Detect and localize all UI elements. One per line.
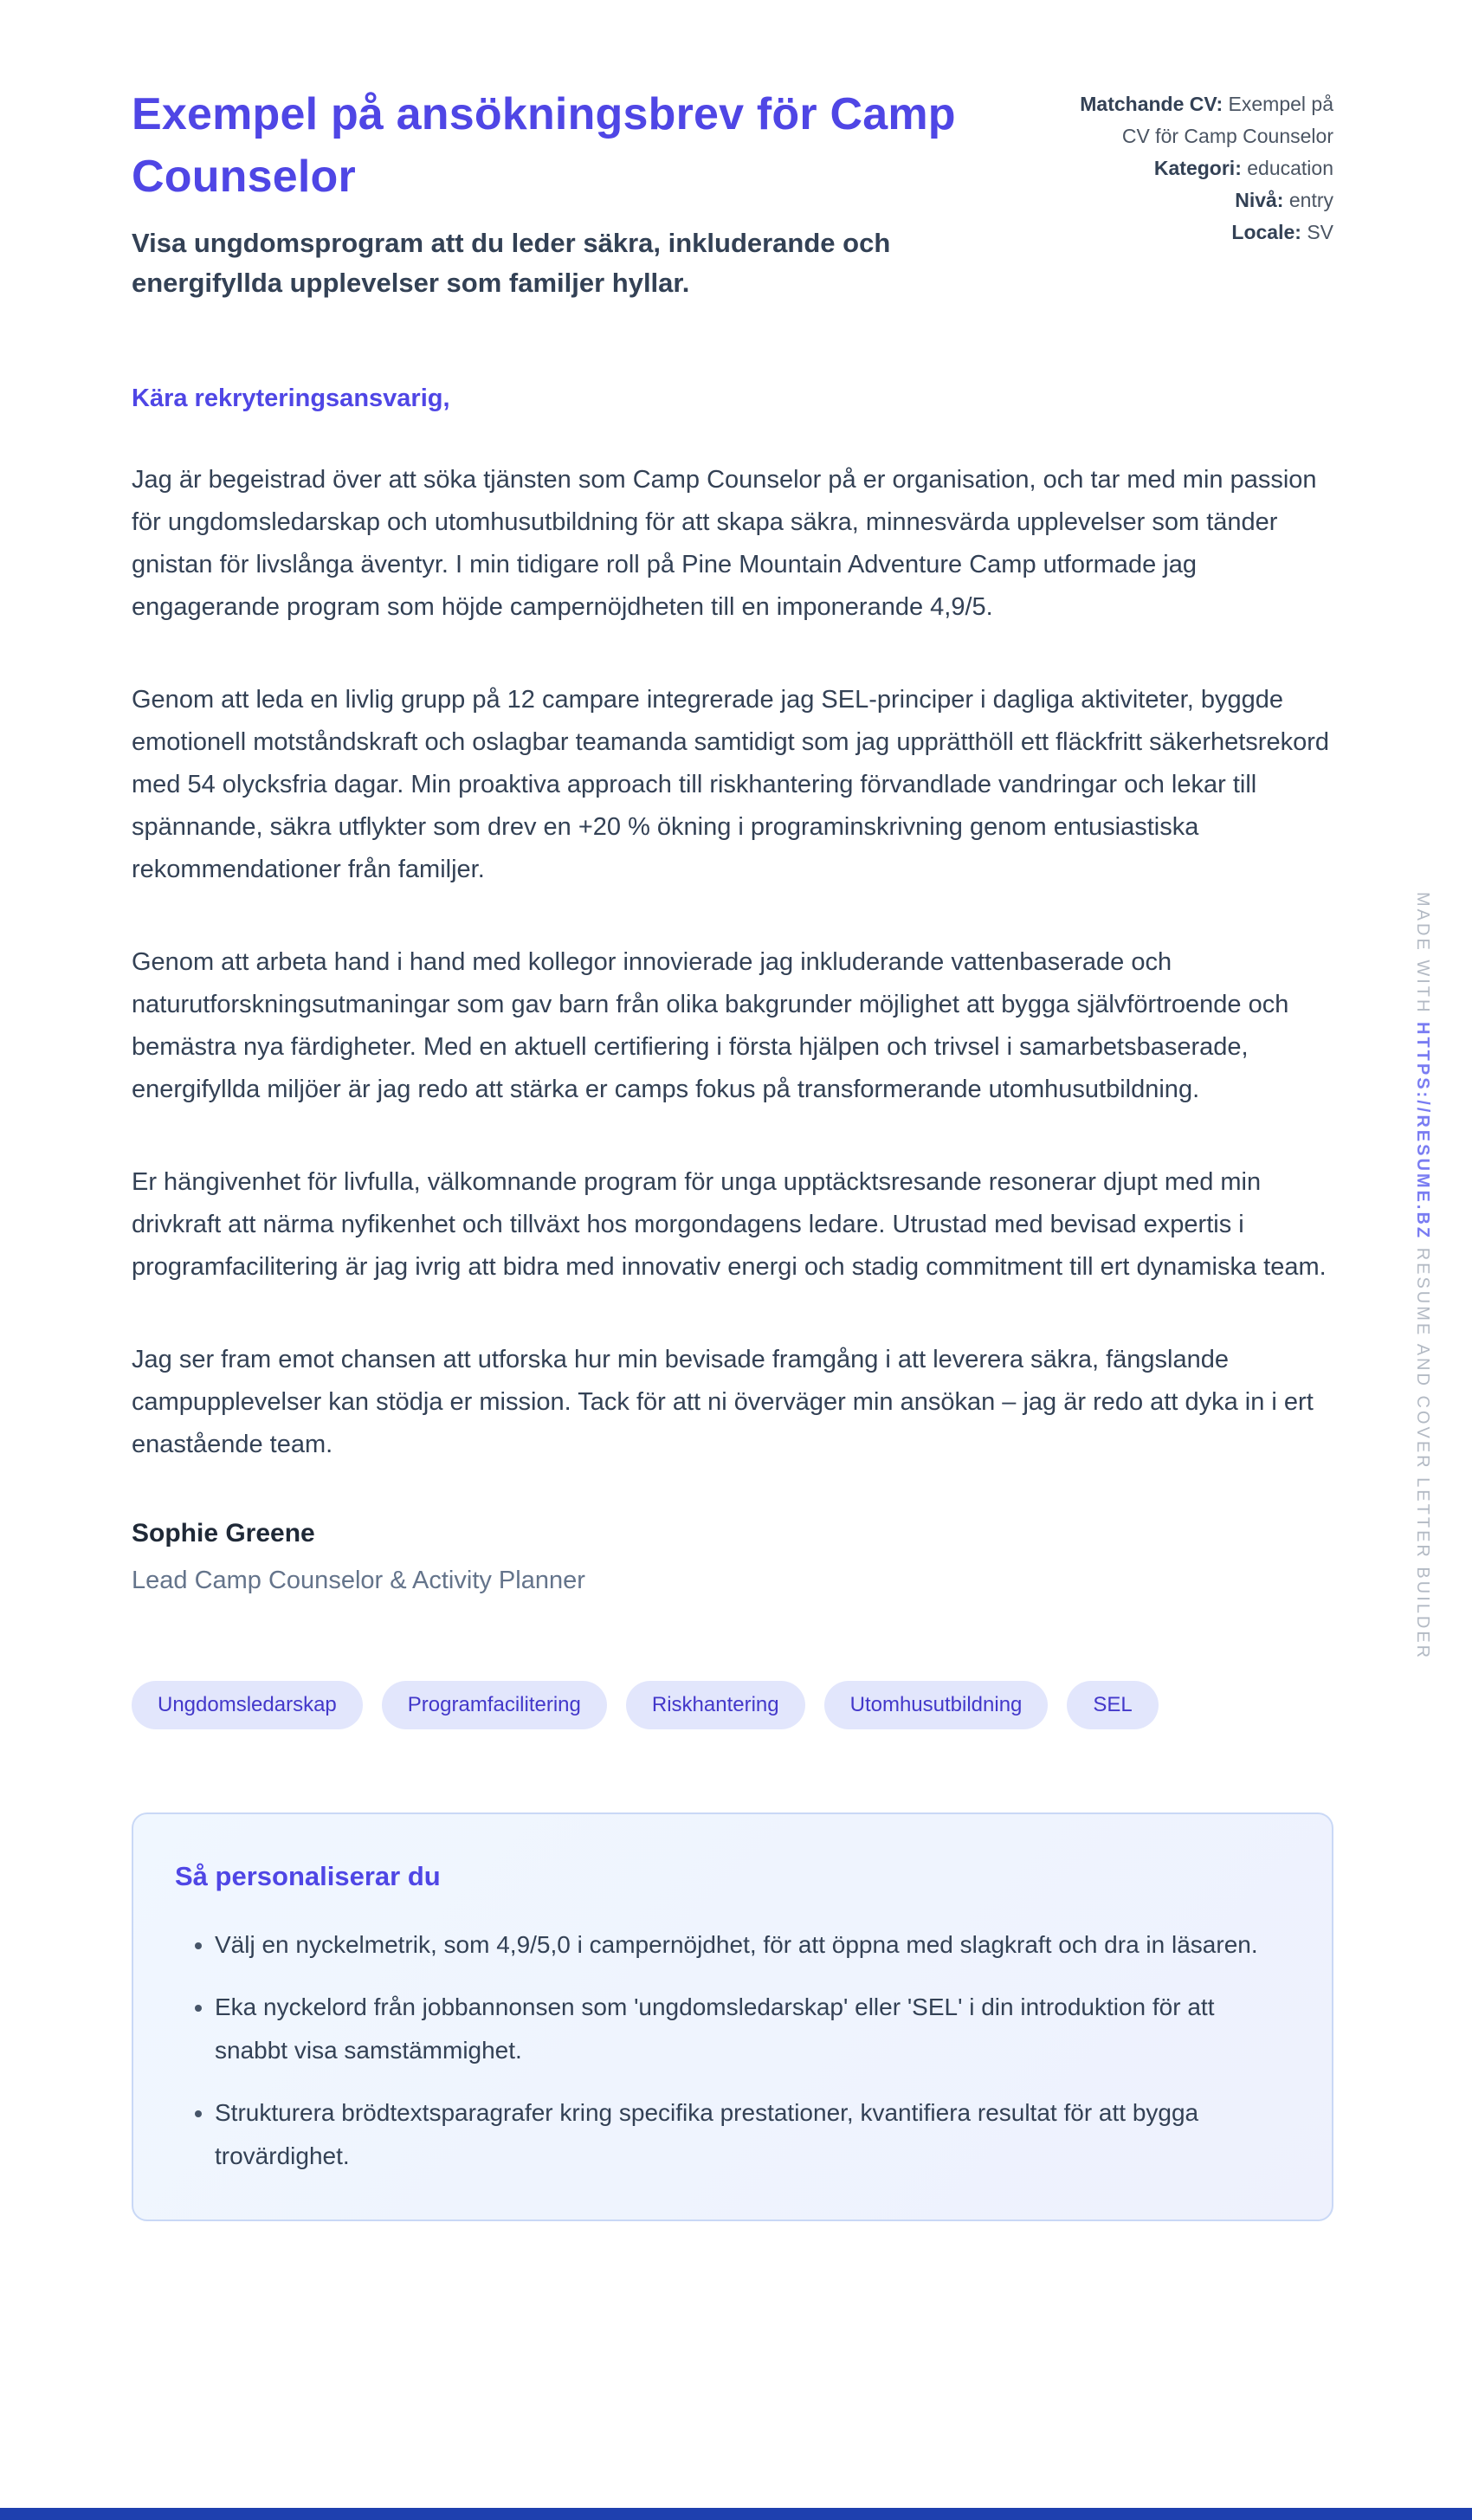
meta-label: Kategori: [1153, 157, 1242, 179]
page-header [132, 83, 1333, 303]
tag-riskhantering[interactable]: Riskhantering [626, 1681, 805, 1729]
meta-label: Matchande CV: [1080, 93, 1223, 115]
tip-item: • Strukturera brödtextsparagrafer kring specifika prestationer, kvantifiera resultat för att bygga trovärdighet. [215, 2091, 1283, 2178]
tag-utomhusutbildning[interactable]: Utomhusutbildning [824, 1681, 1049, 1729]
meta-row-locale [1048, 216, 1333, 249]
tag-sel[interactable]: SEL [1067, 1681, 1158, 1729]
resume-bz-link[interactable]: HTTPS://RESUME.BZ [1413, 1022, 1432, 1241]
footer-accent-bar [0, 2508, 1472, 2520]
side-watermark [1412, 892, 1432, 1660]
meta-block [1048, 83, 1333, 249]
tag-ungdomsledarskap[interactable]: Ungdomsledarskap [132, 1681, 363, 1729]
tips-list [175, 1923, 1283, 2178]
letter-greeting: Kära rekryteringsansvarig, [132, 384, 450, 412]
skill-tags [132, 1681, 1333, 1729]
meta-value: entry [1288, 189, 1333, 211]
tag-programfacilitering[interactable]: Programfacilitering [382, 1681, 607, 1729]
letter-paragraph: Jag ser fram emot chansen att utforska hur min bevisade framgång i att leverera säkra, fängslande campupplevelser kan stödja er mission. Tack för att ni överväger min ansökan – jag är redo att dyka in i ert enastående team. [132, 1346, 1314, 1458]
personalization-tips-card [132, 1812, 1333, 2221]
meta-value: education [1247, 157, 1333, 179]
meta-label: Locale: [1231, 221, 1301, 243]
tips-card-title: Så personaliserar du [175, 1861, 441, 1891]
signature-block [132, 1516, 1333, 1598]
letter-paragraph: Genom att leda en livlig grupp på 12 campare integrerade jag SEL-principer i dagliga aktiviteter, byggde emotionell motståndskraft och oslagbar teamanda samtidigt som jag upprätthöll ett fläckfritt säkerhetsrekord med 54 olycksfria dagar. Min proaktiva approach till riskhantering förvandlade vandringar och lekar till spännande, säkra utflykter som drev en +20 % ökning i programinskrivning genom entusiastiska rekommendationer från familjer. [132, 686, 1330, 883]
letter-body [132, 378, 1333, 2221]
meta-row-category [1048, 152, 1333, 184]
meta-label: Nivå: [1235, 189, 1284, 211]
meta-value: Exempel på CV för Camp Counselor [1121, 93, 1333, 147]
meta-value: SV [1307, 221, 1333, 243]
page-subtitle: Visa ungdomsprogram att du leder säkra, inkluderande och energifyllda upplevelser som familjer hyllar. [132, 228, 891, 298]
letter-paragraph: Genom att arbeta hand i hand med kollegor innovierade jag inkluderande vattenbaserade och naturutforskningsutmaningar som gav barn från olika bakgrunder möjlighet att bygga självförtroende och bemästra nya färdigheter. Med en aktuell certifiering i första hjälpen och trivsel i samarbetsbaserade, energifyllda miljöer är jag redo att stärka er camps fokus på transformerande utomhusutbildning. [132, 948, 1289, 1103]
meta-row-matching-cv [1048, 88, 1333, 152]
signature-name: Sophie Greene [132, 1519, 315, 1548]
header-title-block [132, 83, 980, 303]
meta-row-level [1048, 184, 1333, 216]
tip-item: • Eka nyckelord från jobbannonsen som 'ungdomsledarskap' eller 'SEL' i din introduktion för att snabbt visa samstämmighet. [215, 1986, 1283, 2072]
letter-paragraph: Er hängivenhet för livfulla, välkomnande program för unga upptäcktsresande resonerar djupt med min drivkraft att närma nyfikenhet och tillväxt hos morgondagens ledare. Utrustad med bevisad expertis i programfacilitering är jag ivrig att bidra med innovativ energi och stadig commitment till ert dynamiska team. [132, 1168, 1327, 1281]
watermark-prefix: MADE WITH [1413, 892, 1432, 1015]
watermark-suffix: RESUME AND COVER LETTER BUILDER [1413, 1247, 1432, 1661]
signature-title: Lead Camp Counselor & Activity Planner [132, 1567, 585, 1594]
tip-item: • Välj en nyckelmetrik, som 4,9/5,0 i campernöjdhet, för att öppna med slagkraft och dra in läsaren. [215, 1923, 1283, 1967]
letter-paragraph: Jag är begeistrad över att söka tjänsten som Camp Counselor på er organisation, och tar med min passion för ungdomsledarskap och utomhusutbildning för att skapa säkra, minnesvärda upplevelser som tänder gnistan för livslånga äventyr. I min tidigare roll på Pine Mountain Adventure Camp utformade jag engagerande program som höjde campernöjdheten till en imponerande 4,9/5. [132, 466, 1317, 621]
page-title: Exempel på ansökningsbrev för Camp Counselor [132, 89, 956, 202]
